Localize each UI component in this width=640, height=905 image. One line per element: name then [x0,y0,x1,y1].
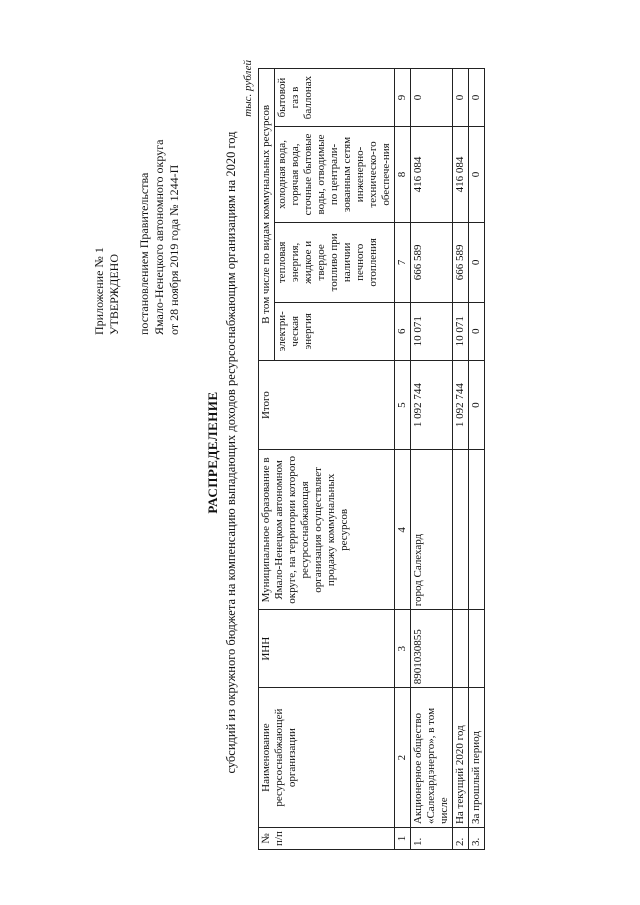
row-water: 0 [469,127,485,223]
row-total: 1 092 744 [453,360,469,450]
row-municipality [469,450,485,610]
header-water: холодная вода, горячая вода, сточные бытовые воды, отводимые по централи-зованным сетям инженерно-техническо-го обеспече-ния [275,127,395,223]
header-row-1 [259,69,275,850]
decree-line-3: от 28 ноября 2019 года № 1244-П [167,164,181,335]
approved-label: УТВЕРЖДЕНО [107,253,121,335]
col-number: 2 [395,688,411,828]
header-gas: бытовой газ в баллонах [275,69,395,127]
col-number: 6 [395,302,411,360]
table-row [453,69,469,850]
units-label: тыс. рублей [242,60,254,117]
row-total: 1 092 744 [411,360,453,450]
table-row [411,69,453,850]
header-resource-group: В том числе по видам коммунальных ресурсов [259,69,275,361]
row-municipality [453,450,469,610]
row-electric: 10 071 [453,302,469,360]
col-number: 3 [395,610,411,688]
table-row [469,69,485,850]
row-municipality: город Салехард [411,450,453,610]
row-name: Акционерное общество «Салехардэнерго», в том числе [411,688,453,828]
col-number: 8 [395,127,411,223]
column-number-row [395,69,411,850]
row-inn [453,610,469,688]
row-gas: 0 [453,69,469,127]
row-num: 2. [453,828,469,850]
header-inn: ИНН [259,610,395,688]
col-number: 9 [395,69,411,127]
document-subtitle: субсидий из окружного бюджета на компенсацию выпадающих доходов ресурсоснабжающим организациям на 2020 год [224,131,238,774]
header-heat: тепловая энергия, жидкое и твердое топливо при наличии печного отопления [275,222,395,302]
header-municipality: Муниципальное образование в Ямало-Ненецком автономном округе, на территории которого ресурсоснабжающая организация осуществляет продажу коммунальных ресурсов [259,450,395,610]
row-num: 3. [469,828,485,850]
row-name: За прошлый период [469,688,485,828]
row-name: На текущий 2020 год [453,688,469,828]
approval-block [92,15,182,335]
row-heat: 666 589 [411,222,453,302]
distribution-table [258,68,485,850]
row-electric: 10 071 [411,302,453,360]
header-total: Итого [259,360,395,450]
header-electric: электри-ческая энергия [275,302,395,360]
col-number: 1 [395,828,411,850]
appendix-label: Приложение № 1 [92,247,106,335]
row-num: 1. [411,828,453,850]
decree-line-2: Ямало-Ненецкого автономного округа [152,139,166,335]
row-electric: 0 [469,302,485,360]
col-number: 7 [395,222,411,302]
col-number: 4 [395,450,411,610]
row-water: 416 084 [453,127,469,223]
decree-line-1: постановлением Правительства [137,172,151,335]
row-heat: 0 [469,222,485,302]
row-gas: 0 [469,69,485,127]
row-inn: 8901030855 [411,610,453,688]
document-title: РАСПРЕДЕЛЕНИЕ [205,391,220,514]
row-total: 0 [469,360,485,450]
header-name: Наименование ресурсоснабжающей организации [259,688,395,828]
row-heat: 666 589 [453,222,469,302]
header-num: № п/п [259,828,395,850]
approval-spacer [122,15,137,335]
row-water: 416 084 [411,127,453,223]
row-gas: 0 [411,69,453,127]
col-number: 5 [395,360,411,450]
row-inn [469,610,485,688]
